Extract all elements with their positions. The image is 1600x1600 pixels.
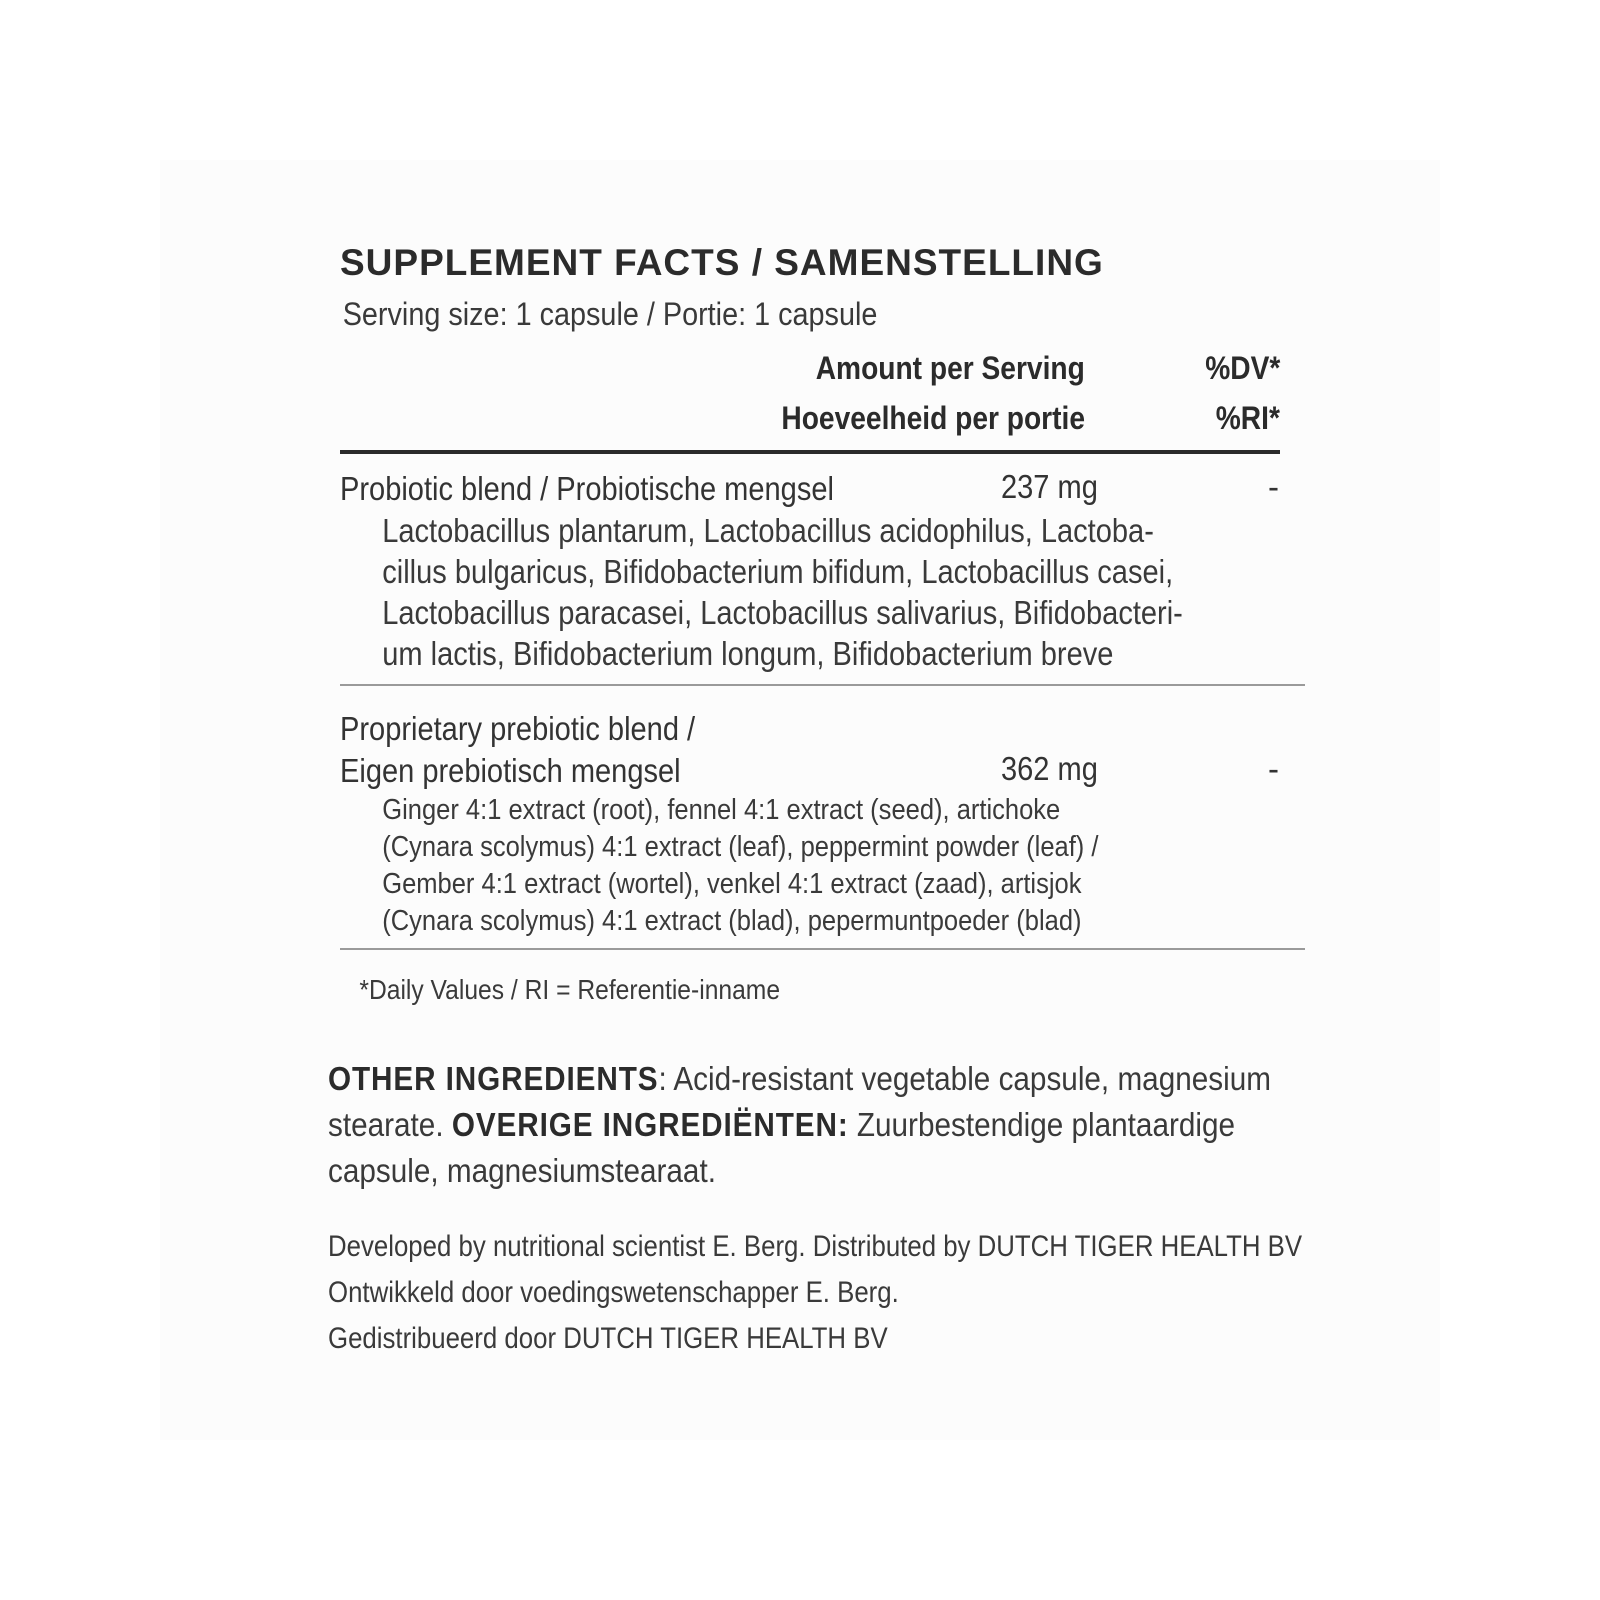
ingredient-name: Eigen prebiotisch mengsel (340, 752, 681, 789)
ingredient-amount: 362 mg (1001, 750, 1098, 787)
header-row-en (340, 346, 1280, 396)
facts-title: SUPPLEMENT FACTS / SAMENSTELLING (340, 242, 1104, 283)
other-ingredients-label-en: OTHER INGREDIENTS (328, 1060, 659, 1097)
daily-values-footnote: *Daily Values / RI = Referentie-inname (359, 974, 781, 1005)
developer-info (328, 1224, 1428, 1362)
other-ingredients-text-nl-2: capsule, magnesiumstearaat. (328, 1152, 716, 1189)
table-row-probiotic (340, 454, 1305, 686)
other-ingredients-line (328, 1056, 1273, 1102)
description-line: um lactis, Bifidobacterium longum, Bifidobacterium breve (382, 635, 1114, 672)
other-ingredients-text-en: : Acid-resistant vegetable capsule, magnesium (658, 1060, 1271, 1097)
ingredient-dv: - (1268, 468, 1279, 505)
ingredient-name: Proprietary prebiotic blend / (340, 710, 696, 747)
header-row-nl (340, 396, 1280, 446)
other-ingredients-line (328, 1148, 1273, 1194)
description-line: Lactobacillus plantarum, Lactobacillus acidophilus, Lactoba- (382, 512, 1154, 549)
description-line: cillus bulgaricus, Bifidobacterium bifidum, Lactobacillus casei, (382, 553, 1174, 590)
description-line: (Cynara scolymus) 4:1 extract (leaf), peppermint powder (leaf) / (382, 831, 1099, 863)
description-line: Gember 4:1 extract (wortel), venkel 4:1 extract (zaad), artisjok (382, 868, 1082, 900)
other-ingredients (328, 1056, 1378, 1194)
table-header (340, 346, 1280, 454)
table-row-prebiotic (340, 686, 1305, 950)
other-ingredients-text-en-2: stearate. (328, 1106, 452, 1143)
developer-line: Developed by nutritional scientist E. Berg. Distributed by DUTCH TIGER HEALTH BV (328, 1230, 1303, 1263)
ingredient-amount: 237 mg (1001, 468, 1098, 505)
serving-size: Serving size: 1 capsule / Portie: 1 capsule (342, 296, 878, 332)
other-ingredients-text-nl: Zuurbestendige plantaardige (848, 1106, 1236, 1143)
developer-line: Gedistribueerd door DUTCH TIGER HEALTH BV (328, 1322, 888, 1355)
supplement-facts-panel (340, 240, 1305, 1006)
description-line: Lactobacillus paracasei, Lactobacillus salivarius, Bifidobacteri- (382, 594, 1183, 631)
ingredient-dv: - (1268, 750, 1279, 787)
description-line: (Cynara scolymus) 4:1 extract (blad), pepermuntpoeder (blad) (382, 905, 1082, 937)
ingredient-description (340, 792, 1189, 940)
header-amount-nl: Hoeveelheid per portie (781, 400, 1085, 436)
developer-line: Ontwikkeld door voedingswetenschapper E. Berg. (328, 1276, 899, 1309)
ingredient-description (340, 510, 1189, 674)
header-dv-nl: %RI* (1215, 400, 1280, 436)
header-amount-en: Amount per Serving (815, 350, 1085, 386)
description-line: Ginger 4:1 extract (root), fennel 4:1 extract (seed), artichoke (382, 794, 1061, 826)
other-ingredients-label-nl: OVERIGE INGREDIËNTEN: (451, 1106, 849, 1143)
header-dv-en: %DV* (1204, 350, 1280, 386)
ingredient-name: Probiotic blend / Probiotische mengsel (340, 470, 834, 507)
other-ingredients-line (328, 1102, 1273, 1148)
